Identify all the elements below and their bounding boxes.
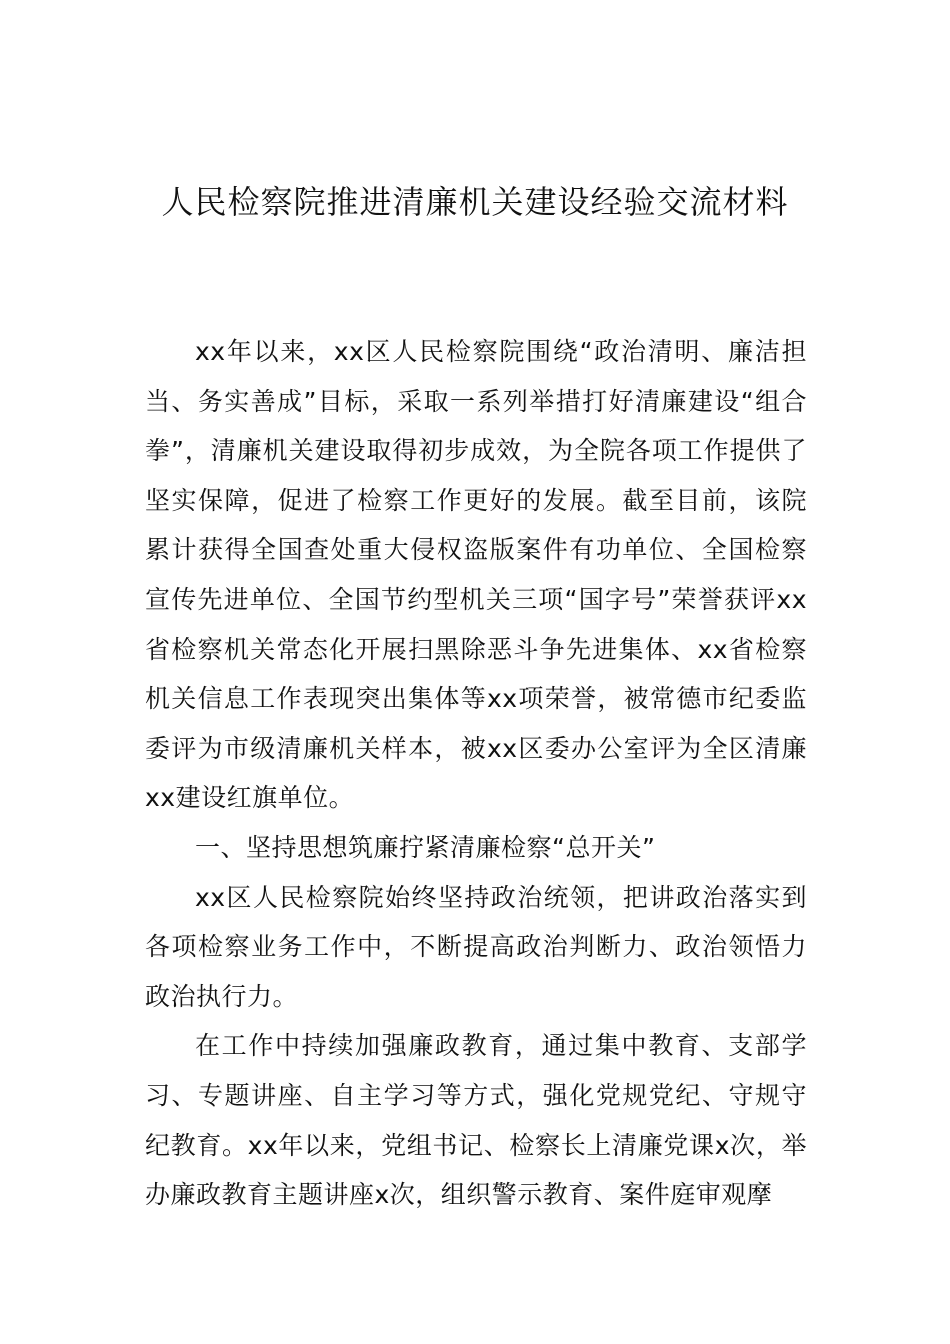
section-heading-1: 一、坚持思想筑廉拧紧清廉检察“总开关”: [195, 832, 656, 862]
paragraph-education: 在工作中持续加强廉政教育，通过集中教育、支部学习、专题讲座、自主学习等方式，强化党规党纪、守规守纪教育。xx年以来，党组书记、检察长上清廉党课x次，举办廉政教育主题讲座x次，组织警示教育、案件庭审观摩: [145, 1031, 807, 1210]
document-title: 人民检察院推进清廉机关建设经验交流材料: [161, 183, 789, 221]
document-body: [145, 327, 807, 1220]
paragraph-political: xx区人民检察院始终坚持政治统领，把讲政治落实到各项检察业务工作中，不断提高政治判断力、政治领悟力政治执行力。: [145, 882, 807, 1011]
paragraph-intro: xx年以来，xx区人民检察院围绕“政治清明、廉洁担当、务实善成”目标，采取一系列举措打好清廉建设“组合拳”，清廉机关建设取得初步成效，为全院各项工作提供了坚实保障，促进了检察工作更好的发展。截至目前，该院累计获得全国查处重大侵权盗版案件有功单位、全国检察宣传先进单位、全国节约型机关三项“国字号”荣誉获评xx省检察机关常态化开展扫黑除恶斗争先进集体、xx省检察机关信息工作表现突出集体等xx项荣誉，被常德市纪委监委评为市级清廉机关样本，被xx区委办公室评为全区清廉xx建设红旗单位。: [145, 337, 807, 813]
